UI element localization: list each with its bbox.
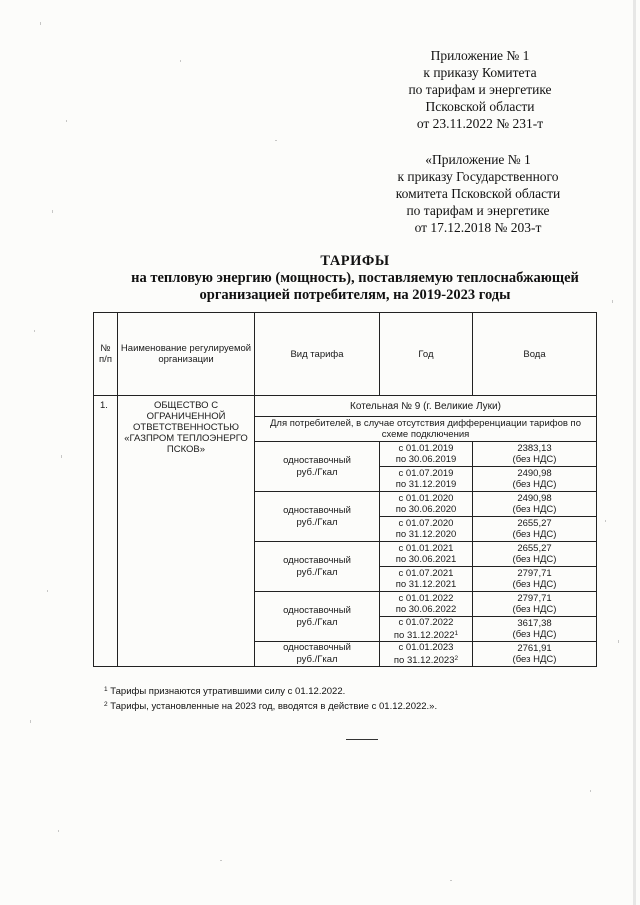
tariff-value-cell	[473, 567, 597, 592]
footnote-mark: 1	[454, 630, 459, 637]
header-number: № п/п	[94, 313, 118, 396]
period-from: с 01.07.2021	[398, 568, 454, 579]
vat-note: (без НДС)	[512, 654, 557, 665]
period-cell	[380, 542, 473, 567]
period-to	[382, 653, 470, 666]
period-from: с 01.01.2023	[398, 642, 454, 653]
period-from: с 01.07.2019	[398, 468, 454, 479]
appendix-1-line: Приложение № 1	[430, 48, 530, 63]
tariff-value: 2797,71	[517, 593, 552, 604]
appendix-1-line: Псковской области	[425, 99, 535, 114]
tariff-value-cell	[473, 642, 597, 667]
footnote	[104, 698, 437, 713]
tariff-table	[93, 312, 597, 667]
period-to	[382, 628, 470, 641]
tariff-type-line: одноставочный	[283, 454, 351, 466]
appendix-1-line: по тарифам и энергетике	[408, 82, 552, 97]
period-from: с 01.01.2020	[398, 493, 454, 504]
vat-note: (без НДС)	[512, 579, 557, 590]
consumer-group: Для потребителей, в случае отсутствия дифференциации тарифов по схеме подключения	[255, 417, 597, 442]
footnote-mark: 2	[454, 655, 459, 662]
footnote-text: Тарифы, установленные на 2023 год, вводятся в действие с 01.12.2022.».	[110, 701, 438, 712]
tariff-value-cell	[473, 517, 597, 542]
period-cell	[380, 492, 473, 517]
period-to: по 30.06.2021	[395, 554, 457, 565]
table-row	[94, 396, 597, 417]
closing-divider	[346, 739, 378, 740]
tariff-value: 2655,27	[517, 543, 552, 554]
appendix-2-line: по тарифам и энергетике	[406, 203, 550, 218]
period-cell	[380, 642, 473, 667]
appendix-2-line: к приказу Государственного	[397, 169, 559, 184]
tariff-type-line: одноставочный	[283, 554, 351, 566]
header-organization: Наименование регулируемой организации	[118, 313, 255, 396]
title-subline: организацией потребителям, на 2019-2023 годы	[199, 287, 511, 303]
tariff-value-cell	[473, 492, 597, 517]
vat-note: (без НДС)	[512, 629, 557, 640]
tariff-value-cell	[473, 442, 597, 467]
appendix-2-line: комитета Псковской области	[395, 186, 561, 201]
period-to: по 31.12.2019	[395, 479, 457, 490]
appendix-2-line: «Приложение № 1	[425, 152, 531, 167]
period-to: по 30.06.2019	[395, 454, 457, 465]
period-cell	[380, 467, 473, 492]
period-to: по 31.12.2020	[395, 529, 457, 540]
row-number: 1.	[94, 396, 118, 667]
tariff-type-cell	[255, 542, 380, 592]
vat-note: (без НДС)	[512, 554, 557, 565]
tariff-type-cell	[255, 592, 380, 642]
period-from: с 01.01.2021	[398, 543, 454, 554]
tariff-value: 2490,98	[517, 468, 552, 479]
period-cell	[380, 517, 473, 542]
tariff-value: 3617,38	[517, 618, 552, 629]
tariff-value: 2490,98	[517, 493, 552, 504]
tariff-value-cell	[473, 617, 597, 642]
period-from: с 01.01.2019	[398, 443, 454, 454]
footnote-mark: 2	[104, 701, 108, 708]
appendix-2-line: от 17.12.2018 № 203-т	[414, 220, 542, 235]
tariff-unit-line: руб./Гкал	[296, 516, 338, 528]
period-from: с 01.07.2022	[398, 617, 454, 628]
footnotes	[104, 683, 437, 713]
boiler-house: Котельная № 9 (г. Великие Луки)	[255, 396, 597, 417]
header-tariff-type: Вид тарифа	[255, 313, 380, 396]
tariff-value: 2383,13	[517, 443, 552, 454]
appendix-reference-original	[358, 151, 598, 236]
document-title	[95, 253, 615, 304]
appendix-1-line: к приказу Комитета	[423, 65, 537, 80]
period-cell	[380, 592, 473, 617]
table-header-row	[94, 313, 597, 396]
vat-note: (без НДС)	[512, 454, 557, 465]
period-cell	[380, 617, 473, 642]
period-to: по 30.06.2022	[395, 604, 457, 615]
tariff-type-cell	[255, 442, 380, 492]
tariff-unit-line: руб./Гкал	[296, 654, 338, 665]
tariff-value: 2655,27	[517, 518, 552, 529]
tariff-type-line: одноставочный	[283, 504, 351, 516]
vat-note: (без НДС)	[512, 529, 557, 540]
tariff-value-cell	[473, 592, 597, 617]
vat-note: (без НДС)	[512, 604, 557, 615]
header-year: Год	[380, 313, 473, 396]
appendix-1-line: от 23.11.2022 № 231-т	[416, 116, 544, 131]
tariff-value-cell	[473, 467, 597, 492]
footnote-text: Тарифы признаются утратившими силу с 01.12.2022.	[110, 686, 346, 697]
period-cell	[380, 567, 473, 592]
title-heading: ТАРИФЫ	[320, 253, 390, 269]
period-from: с 01.07.2020	[398, 518, 454, 529]
footnote-mark: 1	[104, 686, 108, 693]
tariff-unit-line: руб./Гкал	[296, 566, 338, 578]
tariff-value: 2761,91	[517, 643, 552, 654]
tariff-type-line: одноставочный	[283, 604, 351, 616]
appendix-reference-current	[375, 47, 585, 132]
period-to-date: по 31.12.2022	[393, 630, 455, 641]
tariff-value: 2797,71	[517, 568, 552, 579]
tariff-type-line: одноставочный	[283, 642, 351, 653]
tariff-type-cell	[255, 642, 380, 667]
header-water: Вода	[473, 313, 597, 396]
vat-note: (без НДС)	[512, 479, 557, 490]
period-to-date: по 31.12.2023	[393, 655, 455, 666]
period-cell	[380, 442, 473, 467]
period-from: с 01.01.2022	[398, 593, 454, 604]
tariff-unit-line: руб./Гкал	[296, 616, 338, 628]
tariff-unit-line: руб./Гкал	[296, 466, 338, 478]
period-to: по 31.12.2021	[395, 579, 457, 590]
tariff-value-cell	[473, 542, 597, 567]
organization-name: ОБЩЕСТВО С ОГРАНИЧЕННОЙ ОТВЕТСТВЕННОСТЬЮ «ГАЗПРОМ ТЕПЛОЭНЕРГО ПСКОВ»	[118, 396, 255, 667]
footnote	[104, 683, 437, 698]
tariff-type-cell	[255, 492, 380, 542]
vat-note: (без НДС)	[512, 504, 557, 515]
period-to: по 30.06.2020	[395, 504, 457, 515]
title-subline: на тепловую энергию (мощность), поставляемую теплоснабжающей	[131, 270, 579, 286]
